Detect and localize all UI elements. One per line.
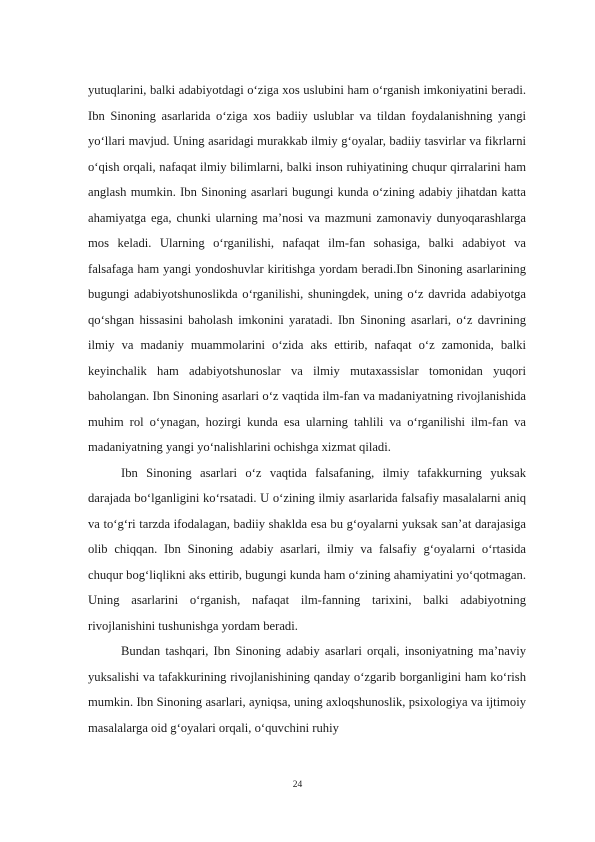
paragraph-philosophy: Ibn Sinoning asarlari o‘z vaqtida falsafaning, ilmiy tafakkurning yuksak darajada bo‘lganligini ko‘rsatadi. U o‘zining ilmiy asarlarida falsafiy masalalarni aniq va to‘g‘ri tarzda ifodalagan, badiiy shaklda esa bu g‘oyalarni yuksak san’at darajasiga olib chiqqan. Ibn Sinoning adabiy asarlari, ilmiy va falsafiy g‘oyalarni o‘rtasida chuqur bog‘liqlikni aks ettirib, bugungi kunda ham o‘zining ahamiyatini yo‘qotmagan. Uning asarlarini o‘rganish, nafaqat ilm-fanning tarixini, balki adabiyotning rivojlanishini tushunishga yordam beradi. <box>88 465 526 633</box>
paragraph-continuation: yutuqlarini, balki adabiyotdagi o‘ziga xos uslubini ham o‘rganish imkoniyatini beradi. Ibn Sinoning asarlarida o‘ziga xos badiiy uslublar va tildan foydalanishning yangi yo‘llari mavjud. Uning asaridagi murakkab ilmiy g‘oyalar, badiiy tasvirlar va fikrlarni o‘qish orqali, nafaqat ilmiy bilimlarni, balki inson ruhiyatining chuqur qirralarini ham anglash mumkin. Ibn Sinoning asarlari bugungi kunda o‘zining adabiy jihatdan katta ahamiyatga ega, chunki ularning ma’nosi va mazmuni zamonaviy dunyoqarashlarga mos keladi. Ularning o‘rganilishi, nafaqat ilm-fan sohasiga, balki adabiyot va falsafaga ham yangi yondoshuvlar kiritishga yordam beradi.Ibn Sinoning asarlarining bugungi adabiyotshunoslikda o‘rganilishi, shuningdek, uning o‘z davrida adabiyotga qo‘shgan hissasini baholash imkonini yaratadi. Ibn Sinoning asarlari, o‘z davrining ilmiy va madaniy muammolarini o‘zida aks ettirib, nafaqat o‘z zamonida, balki keyinchalik ham adabiyotshunoslar va ilmiy mutaxassislar tomonidan yuqori baholangan. Ibn Sinoning asarlari o‘z vaqtida ilm-fan va madaniyatning rivojlanishida muhim rol o‘ynagan, hozirgi kunda esa ularning tahlili va o‘rganilishi ilm-fan va madaniyatning yangi yo‘nalishlarini ochishga xizmat qiladi. <box>88 83 526 454</box>
page-body <box>88 78 526 741</box>
page-number: 24 <box>292 780 303 790</box>
paragraph-spiritual-growth: Bundan tashqari, Ibn Sinoning adabiy asarlari orqali, insoniyatning ma’naviy yuksalishi va tafakkurining rivojlanishining qanday o‘zgarib borganligini ham ko‘rish mumkin. Ibn Sinoning asarlari, ayniqsa, uning axloqshunoslik, psixologiya va ijtimoiy masalalarga oid g‘oyalari orqali, o‘quvchini ruhiy <box>88 644 526 735</box>
